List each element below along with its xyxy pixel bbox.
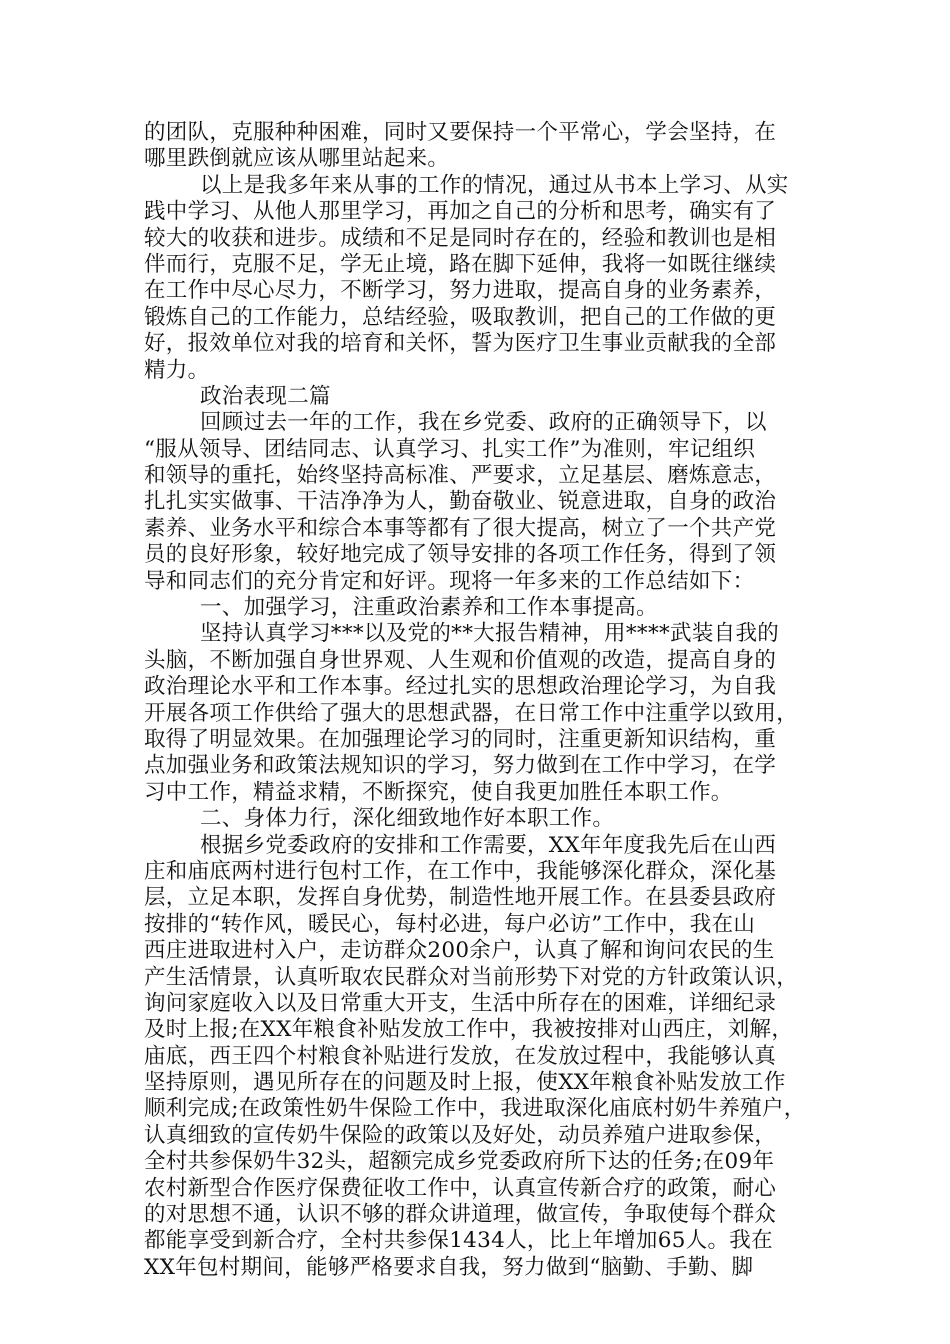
- text-line: 都能享受到新合疗，全村共参保1434人，比上年增加65人。我在: [144, 1228, 773, 1254]
- text-line: XX年包村期间，能够严格要求自我，努力做到“脑勤、手勤、脚: [144, 1254, 754, 1280]
- text-line: 的对思想不通，认识不够的群众讲道理，做宣传，争取使每个群众: [144, 1202, 777, 1228]
- text-line: 全村共参保奶牛32头，超额完成乡党委政府所下达的任务;在09年: [144, 1149, 775, 1175]
- text-line: 坚持原则，遇见所存在的问题及时上报，使XX年粮食补贴发放工作: [144, 1070, 786, 1096]
- text-line: 政治表现二篇: [200, 383, 331, 409]
- text-line: 询问家庭收入以及日常重大开支，生活中所存在的困难，详细纪录: [144, 990, 777, 1016]
- text-line: 政治理论水平和工作本事。经过扎实的思想政治理论学习，为自我: [144, 674, 777, 700]
- text-line: 认真细致的宣传奶牛保险的政策以及好处，动员养殖户进取参保，: [144, 1122, 777, 1148]
- text-line: 按排的“转作风，暖民心，每村必进，每户必访”工作中，我在山: [144, 911, 756, 937]
- text-line: 取得了明显效果。在加强理论学习的同时，注重更新知识结构，重: [144, 726, 777, 752]
- text-line: 践中学习、从他人那里学习，再加之自己的分析和思考，确实有了: [144, 199, 777, 225]
- text-line: 开展各项工作供给了强大的思想武器，在日常工作中注重学以致用，: [144, 700, 799, 726]
- text-line: 扎扎实实做事、干洁净净为人，勤奋敬业、锐意进取，自身的政治: [144, 489, 777, 515]
- text-line: 导和同志们的充分肯定和好评。现将一年多来的工作总结如下：: [144, 568, 755, 594]
- text-line: “服从领导、团结同志、认真学习、扎实工作”为准则，牢记组织: [144, 436, 756, 462]
- text-line: 产生活情景，认真听取农民群众对当前形势下对党的方针政策认识，: [144, 964, 799, 990]
- text-line: 一、加强学习，注重政治素养和工作本事提高。: [200, 595, 658, 621]
- text-line: 素养、业务水平和综合本事等都有了很大提高，树立了一个共产党: [144, 515, 777, 541]
- text-line: 顺利完成;在政策性奶牛保险工作中，我进取深化庙底村奶牛养殖户，: [144, 1096, 806, 1122]
- text-line: 根据乡党委政府的安排和工作需要，XX年年度我先后在山西: [200, 832, 777, 858]
- text-line: 二、身体力行，深化细致地作好本职工作。: [200, 806, 615, 832]
- text-line: 层，立足本职，发挥自身优势，制造性地开展工作。在县委县政府: [144, 885, 777, 911]
- document-body: [144, 120, 824, 1281]
- text-line: 精力。: [144, 357, 210, 383]
- text-line: 点加强业务和政策法规知识的学习，努力做到在工作中学习，在学: [144, 753, 777, 779]
- text-line: 习中工作，精益求精，不断探究，使自我更加胜任本职工作。: [144, 779, 733, 805]
- text-line: 在工作中尽心尽力，不断学习，努力进取，提高自身的业务素养，: [144, 278, 777, 304]
- text-line: 伴而行，克服不足，学无止境，路在脚下延伸，我将一如既往继续: [144, 251, 777, 277]
- text-line: 庙底，西王四个村粮食补贴进行发放，在发放过程中，我能够认真: [144, 1043, 777, 1069]
- text-line: 回顾过去一年的工作，我在乡党委、政府的正确领导下，以: [200, 410, 767, 436]
- text-line: 以上是我多年来从事的工作的情况，通过从书本上学习、从实: [200, 172, 789, 198]
- text-line: 好，报效单位对我的培育和关怀，誓为医疗卫生事业贡献我的全部: [144, 331, 777, 357]
- text-line: 西庄进取进村入户，走访群众200余户，认真了解和询问农民的生: [144, 938, 775, 964]
- text-line: 员的良好形象，较好地完成了领导安排的各项工作任务，得到了领: [144, 542, 777, 568]
- text-line: 和领导的重托，始终坚持高标准、严要求，立足基层、磨炼意志，: [144, 463, 777, 489]
- text-line: 的团队，克服种种困难，同时又要保持一个平常心，学会坚持，在: [144, 120, 777, 145]
- text-line: 坚持认真学习***以及党的**大报告精神，用****武装自我的: [200, 621, 780, 647]
- text-line: 头脑，不断加强自身世界观、人生观和价值观的改造，提高自身的: [144, 647, 777, 673]
- text-line: 及时上报;在XX年粮食补贴发放工作中，我被按排对山西庄，刘解，: [144, 1017, 794, 1043]
- text-line: 较大的收获和进步。成绩和不足是同时存在的，经验和教训也是相: [144, 225, 777, 251]
- text-line: 哪里跌倒就应该从哪里站起来。: [144, 146, 450, 172]
- text-line: 锻炼自己的工作能力，总结经验，吸取教训，把自己的工作做的更: [144, 304, 777, 330]
- text-line: 庄和庙底两村进行包村工作，在工作中，我能够深化群众，深化基: [144, 858, 777, 884]
- text-line: 农村新型合作医疗保费征收工作中，认真宣传新合疗的政策，耐心: [144, 1175, 777, 1201]
